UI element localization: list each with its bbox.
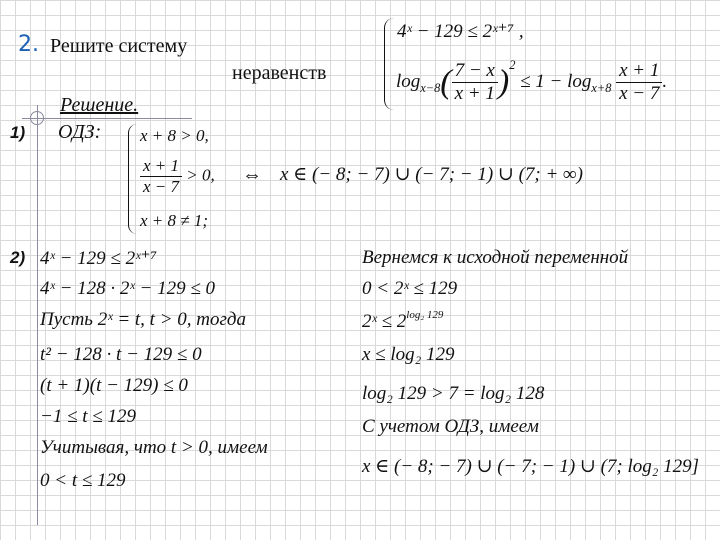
left-line-8: 0 < t ≤ 129	[40, 470, 126, 491]
left-line-2: 4ˣ − 128 · 2ˣ − 129 ≤ 0	[40, 278, 216, 299]
right-line-3-exponent: log₂ 129	[406, 309, 444, 321]
odz-fraction-numerator: x + 1	[140, 156, 182, 177]
paren-close: )	[497, 63, 510, 101]
top-rule	[22, 118, 192, 119]
odz-line2-rhs: > 0,	[186, 165, 215, 185]
power-exponent: 2	[509, 58, 516, 72]
left-line-1: 4ˣ − 129 ≤ 2ˣ⁺⁷	[40, 248, 158, 269]
odz-line1: x + 8 > 0,	[140, 126, 209, 145]
right-line-3	[362, 309, 443, 333]
left-line-3: Пусть 2ˣ = t, t > 0, тогда	[40, 309, 247, 330]
system-end: .	[662, 71, 668, 92]
right-line-7: x ∈ (− 8; − 7) ∪ (− 7; − 1) ∪ (7; log₂ 129]	[362, 456, 700, 477]
step1-label: 1)	[10, 123, 26, 142]
implies-symbol: ⇔	[242, 164, 262, 186]
solution-heading: Решение.	[60, 94, 139, 116]
right-line-3-base: 2ˣ ≤ 2	[362, 311, 407, 332]
left-line-4: t² − 128 · t − 129 ≤ 0	[40, 344, 202, 365]
right-line-4: x ≤ log₂ 129	[362, 344, 455, 365]
odz-line3: x + 8 ≠ 1;	[140, 211, 209, 230]
system-line2	[396, 58, 667, 105]
right-line-6: С учетом ОДЗ, имеем	[362, 416, 539, 437]
log-right-base: x+8	[591, 80, 612, 95]
task-title-line2: неравенств	[232, 62, 327, 84]
right-line-2: 0 < 2ˣ ≤ 129	[362, 278, 458, 299]
system-brace	[384, 18, 395, 110]
system-fraction-2	[616, 60, 662, 105]
system-line1: 4ˣ − 129 ≤ 2ˣ⁺⁷ ,	[397, 21, 524, 42]
left-line-7: Учитывая, что t > 0, имеем	[40, 437, 268, 458]
odz-line2	[140, 156, 215, 197]
odz-result: x ∈ (− 8; − 7) ∪ (− 7; − 1) ∪ (7; + ∞)	[280, 164, 583, 185]
right-line-1: Вернемся к исходной переменной	[362, 247, 629, 268]
system-middle: ≤ 1 − log	[520, 71, 592, 92]
task-number: 2.	[18, 32, 39, 57]
odz-fraction-denominator: x − 7	[143, 177, 180, 196]
left-line-6: −1 ≤ t ≤ 129	[40, 406, 136, 427]
fraction-2-denominator: x − 7	[619, 83, 660, 105]
task-title-line1: Решите систему	[50, 35, 188, 57]
odz-label: ОДЗ:	[58, 121, 102, 143]
right-line-5: log₂ 129 > 7 = log₂ 128	[362, 383, 545, 404]
system-fraction-1	[452, 60, 498, 105]
odz-brace	[128, 124, 137, 234]
left-rule	[37, 105, 38, 525]
log-left: log	[396, 71, 421, 92]
left-line-5: (t + 1)(t − 129) ≤ 0	[40, 375, 188, 396]
paren-open: (	[440, 63, 452, 101]
rule-circle	[30, 111, 44, 125]
log-left-base: x−8	[420, 80, 441, 95]
fraction-1-denominator: x + 1	[454, 83, 495, 105]
fraction-2-numerator: x + 1	[616, 60, 662, 83]
step2-label: 2)	[10, 248, 26, 267]
fraction-1-numerator: 7 − x	[452, 60, 498, 83]
odz-fraction	[140, 156, 182, 197]
